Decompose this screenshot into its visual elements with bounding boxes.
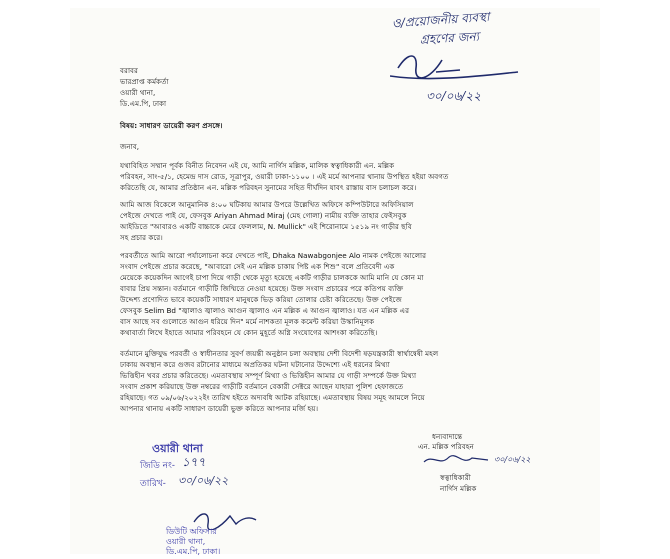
subject-line: বিষয়: সাধারণ ডায়েরী করণ প্রসঙ্গে। [120,121,223,130]
paragraph-line: সংবাদ পেইজে প্রচার করেছে, "আবারো সেই এন মল্লিক চাকায় পিষ্ট এক শিশু" বলে প্রতিবেদী এক [120,262,395,271]
recipient-officer: ভারপ্রাপ্ত কর্মকর্তা [120,77,169,86]
paragraph-line: যথাবিহিত সম্মান পূর্বক বিনীত নিবেদন এই যে, আমি নার্গিস মল্লিক, মালিক স্বত্বাধিকারী এন. মল্লিক [120,161,395,170]
paragraph-line: বাস আছে সব গুলোতে আগুন ধরিয়ে দিন" মর্মে নাশকতা মূলক কমেন্ট করিয়া উস্কানিমূলক [120,317,375,326]
endorsement-line-2: গ্রহণের জন্য [419,29,480,47]
recipient-to: বরাবর [120,66,138,75]
document-page [70,8,600,554]
paragraph-line: পরিবহন, সাং-৫/১, হেমেন্দ্র দাস রোড, সূত্রাপুর, ওয়ারী ঢাকা-১১০০ । এই মর্মে আপনার থানায় উপস্থিত হইয়া অবগত [120,172,449,181]
signature-thanks: ধন্যবাদান্তে [432,432,463,441]
paragraph-line: রহিয়াছে। গত ০৯/০৬/২০২২ইং তারিখ হইতে অদ্যবধি আটক রহিয়াছে। এমতাবস্থায় বিষয় সমূহ আমলে নিয়ে [120,393,425,402]
signature-org: এন. মল্লিক পরিবহন [418,442,474,451]
paragraph-line: সহ প্রচার করে। [120,233,163,242]
paragraph-line: কথাবার্তা লিখে ইহাতে আমার পরিবহনে যে কোন মুহূর্তে অগ্নি সংযোগের আশংকা করিতেছি। [120,328,378,337]
paragraph-line: আপনার থানায় একটি সাধারণ ডায়েরী ভুক্ত করিতে আপনার মর্জি হয়। [120,404,319,413]
stamp-station: ওয়ারী থানা [152,442,203,455]
paragraph-2 [120,199,558,243]
signature-date: ৩০/০৬/২২ [494,455,531,464]
paragraph-line: আইডিতে "আবারও একটি বাচ্চাকে মেরে ফেললাম, N. Mullick" এই শিরোনামে ১৫১৯ নং গাড়ীর ছবি [120,222,412,231]
signature-title: স্বত্বাধিকারী [440,473,471,482]
paragraph-line: উদ্দেশ্য প্রণোদিত ভাবে কয়েকটি সাধারণ মানুষকে ভিড় করিয়া তোলার চেষ্টা করিতেছে। উক্ত পেইজে [120,295,402,304]
recipient-city: ডি.এম.পি, ঢাকা [120,99,167,108]
paragraph-line: বাবার প্রিয় সন্তান। বর্তমানে গাড়ীটি জিম্মিতে নেওয়া হয়েছে। উক্ত সংবাদ প্রচারের পরে কতিপয় ব্যক্তি [120,284,404,293]
recipient-station: ওয়ারী থানা, [120,88,156,97]
salutation: জনাব, [120,142,140,151]
paragraph-line: আমি আজ বিকেলে আনুমানিক ৪:০০ ঘটিকায় আমার উপরে উল্লেখিত অফিসে কম্পিউটারে অফিসিয়াল [120,200,414,209]
stamp-office: ওয়ারী থানা, [166,537,206,546]
signature-name: নার্গিস মল্লিক [440,484,477,493]
stamp-city: ডি.এম.পি, ঢাকা। [166,547,221,556]
paragraph-line: মেয়েকে কয়েকদিন আগেই চাপা দিয়ে গাড়ী থেকে মৃত্যু হয়েছে একটি গাড়ীর চালককে আমি মানি যে কোন মা [120,273,424,282]
stamp-date: ৩০/০৬/২২ [178,474,229,487]
paragraph-line: ভিত্তিহীন খবর প্রচার করিতেছে। এমতাবস্থায় সম্পূর্ণ মিথ্যা ও ভিত্তিহীন আমার যে গাড়ী সম্পর্কে উক্ত মিথ্যা [120,371,417,380]
endorsement-line-1: ও/প্রয়োজনীয় ব্যবস্থা [391,9,490,31]
stamp-gd-number: ১৭৭ [182,455,206,469]
owner-signature [422,452,492,470]
stamp-gd-label: জিডি নং- [140,461,175,471]
paragraph-line: পরবর্তীতে আমি আরো পর্যালোচনা করে দেখতে পাই, Dhaka Nawabgonjee Alo নামক পেইজে আলোর [120,251,427,260]
stamp-date-label: তারিখ- [140,479,166,489]
paragraph-line: বর্তমানে মুক্তিযুদ্ধ পরবর্তী ও স্বাধীনতার সুবর্ণ জয়ন্তী অনুষ্ঠান চলা অবস্থায় দেশী বিদেশী ষড়যন্ত্রকারী স্বার্থান্বেষী মহল [120,349,439,358]
paragraph-3 [120,250,558,338]
paragraph-1 [120,160,558,193]
paragraph-line: ফেসবুক Selim Bd "জ্বালাও জ্বালাও আগুন জ্বালাও এন মল্লিক এ আগুন জ্বালাও। যত এন মল্লিক এর [120,306,410,315]
paragraph-line: করিতেছি যে, আমার প্রতিষ্ঠান এন. মল্লিক পরিবহন সুনামের সহিত দীর্ঘদিন যাবৎ রাস্তায় বাস চলাচল করে। [120,183,417,192]
stamp-duty-officer: ডিউটি অফিসার [166,527,217,536]
paragraph-line: ঢাকায় অবস্থান করে গুজব রটানোর মাধ্যমে অপ্রতিকর ঘটনা ঘটানোর উদ্দেশ্যে এই ধরনের মিথ্যা [120,360,390,369]
endorsement-signature [390,46,520,86]
paragraph-line: পেইজে দেখতে পাই যে, ফেসবুক Ariyan Ahmad Miraj (মেহ গোলা) নামীয় ব্যক্তি তাহার ফেইসবুক [120,211,407,220]
endorsement-date: ৩০/০৬/২২ [426,89,481,103]
paragraph-line: সংবাদ প্রকাশ করিয়াছে উক্ত নম্বরের গাড়ীটি বর্তমানে বেকারী সেক্টরে আছেন যাহারা পুলিশ হেফাজতে [120,382,404,391]
paragraph-4 [120,348,558,414]
